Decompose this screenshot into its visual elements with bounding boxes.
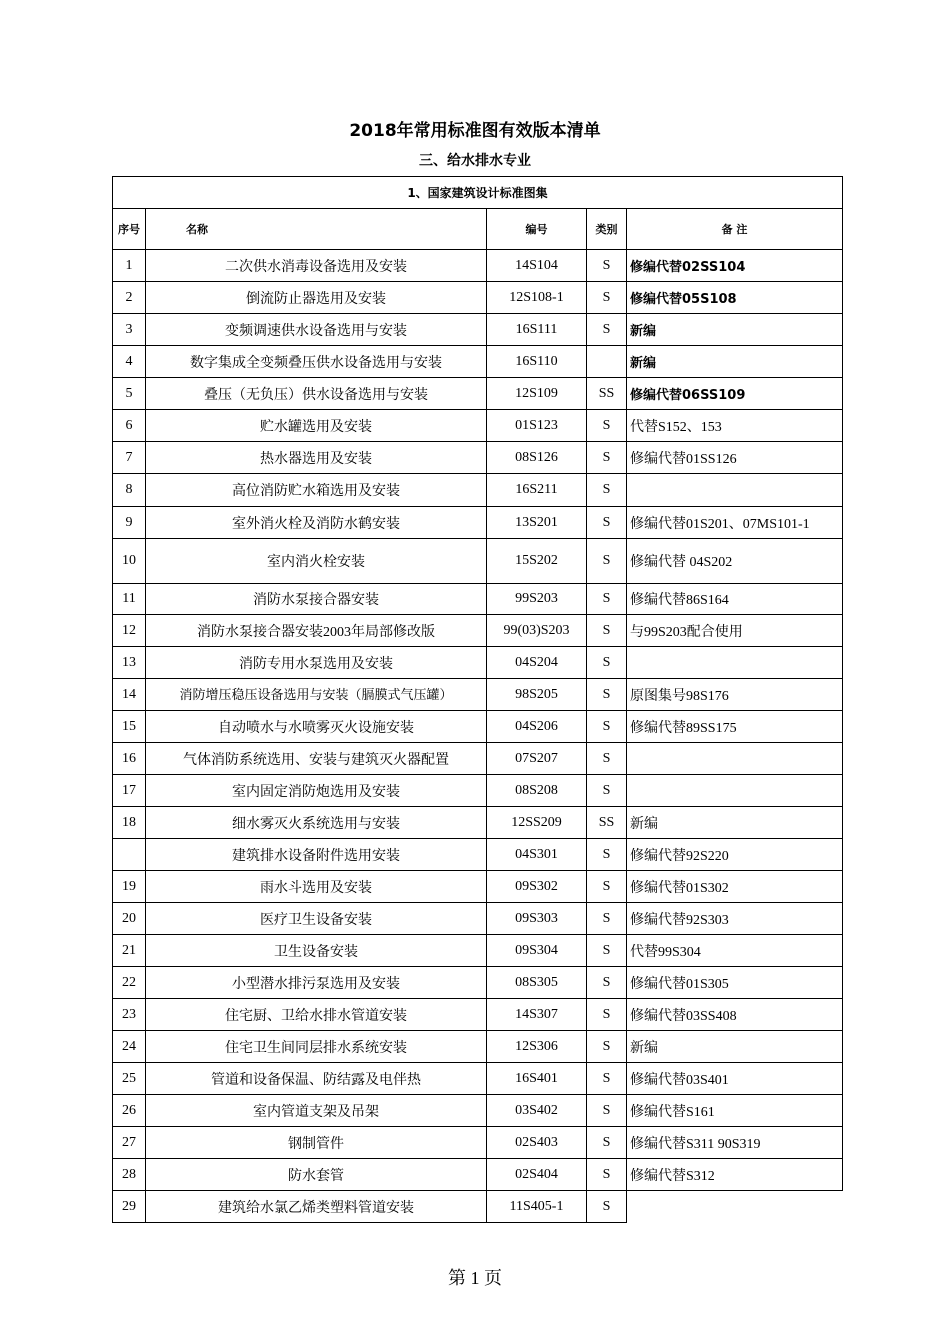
row-number: 13 xyxy=(113,647,146,679)
row-note xyxy=(627,775,843,807)
table-row xyxy=(113,378,843,410)
row-type: S xyxy=(587,1095,627,1127)
row-code: 08S305 xyxy=(487,967,587,999)
row-note: 修编代替89SS175 xyxy=(627,711,843,743)
row-note xyxy=(627,1191,843,1223)
row-code: 12S109 xyxy=(487,378,587,410)
row-name: 住宅厨、卫给水排水管道安装 xyxy=(146,999,487,1031)
row-type: S xyxy=(587,474,627,507)
row-type: S xyxy=(587,282,627,314)
row-type: S xyxy=(587,743,627,775)
table-row xyxy=(113,250,843,282)
table-row xyxy=(113,743,843,775)
row-number: 5 xyxy=(113,378,146,410)
row-code: 16S401 xyxy=(487,1063,587,1095)
row-note: 修编代替92S220 xyxy=(627,839,843,871)
row-note: 修编代替02SS104 xyxy=(627,250,843,282)
row-code: 02S403 xyxy=(487,1127,587,1159)
row-type: S xyxy=(587,1063,627,1095)
row-note: 修编代替01S201、07MS101-1 xyxy=(627,507,843,539)
table-row xyxy=(113,999,843,1031)
row-code: 11S405-1 xyxy=(487,1191,587,1223)
row-type: S xyxy=(587,711,627,743)
row-name: 防水套管 xyxy=(146,1159,487,1191)
table-row xyxy=(113,1031,843,1063)
row-type: S xyxy=(587,871,627,903)
table-row xyxy=(113,1191,843,1223)
table-row xyxy=(113,807,843,839)
row-type: S xyxy=(587,615,627,647)
row-code: 02S404 xyxy=(487,1159,587,1191)
row-name: 细水雾灭火系统选用与安装 xyxy=(146,807,487,839)
row-number: 22 xyxy=(113,967,146,999)
row-number: 25 xyxy=(113,1063,146,1095)
row-name: 变频调速供水设备选用与安装 xyxy=(146,314,487,346)
row-number: 2 xyxy=(113,282,146,314)
row-note: 修编代替S311 90S319 xyxy=(627,1127,843,1159)
row-code: 14S307 xyxy=(487,999,587,1031)
header-note: 备 注 xyxy=(627,209,843,250)
row-note xyxy=(627,474,843,507)
row-name: 室内固定消防炮选用及安装 xyxy=(146,775,487,807)
row-number: 11 xyxy=(113,584,146,615)
row-type: S xyxy=(587,647,627,679)
row-type: S xyxy=(587,1127,627,1159)
table-row xyxy=(113,474,843,507)
row-type: S xyxy=(587,410,627,442)
row-note: 修编代替03S401 xyxy=(627,1063,843,1095)
row-code: 98S205 xyxy=(487,679,587,711)
table-row xyxy=(113,1127,843,1159)
row-note: 修编代替S161 xyxy=(627,1095,843,1127)
row-type: S xyxy=(587,250,627,282)
row-code: 04S206 xyxy=(487,711,587,743)
row-number: 9 xyxy=(113,507,146,539)
table-row xyxy=(113,967,843,999)
row-type: S xyxy=(587,539,627,584)
row-code: 99S203 xyxy=(487,584,587,615)
row-note: 修编代替03SS408 xyxy=(627,999,843,1031)
table-row xyxy=(113,679,843,711)
table-row xyxy=(113,1063,843,1095)
row-note: 代替99S304 xyxy=(627,935,843,967)
row-number: 7 xyxy=(113,442,146,474)
table-row xyxy=(113,410,843,442)
row-type: S xyxy=(587,1159,627,1191)
row-name: 二次供水消毒设备选用及安装 xyxy=(146,250,487,282)
row-number: 26 xyxy=(113,1095,146,1127)
row-type: SS xyxy=(587,378,627,410)
row-type: S xyxy=(587,839,627,871)
row-name: 数字集成全变频叠压供水设备选用与安装 xyxy=(146,346,487,378)
table-row xyxy=(113,507,843,539)
row-code: 01S123 xyxy=(487,410,587,442)
table-row xyxy=(113,871,843,903)
row-type: S xyxy=(587,903,627,935)
section-header-row xyxy=(113,177,843,209)
header-type: 类别 xyxy=(587,209,627,250)
row-name: 高位消防贮水箱选用及安装 xyxy=(146,474,487,507)
row-note: 修编代替05S108 xyxy=(627,282,843,314)
row-code: 04S204 xyxy=(487,647,587,679)
row-note: 新编 xyxy=(627,314,843,346)
row-note: 修编代替01S305 xyxy=(627,967,843,999)
row-code: 03S402 xyxy=(487,1095,587,1127)
row-type: S xyxy=(587,679,627,711)
row-name: 消防水泵接合器安装 xyxy=(146,584,487,615)
row-number: 17 xyxy=(113,775,146,807)
table-row xyxy=(113,775,843,807)
table-row xyxy=(113,647,843,679)
row-name: 室内管道支架及吊架 xyxy=(146,1095,487,1127)
row-code: 09S304 xyxy=(487,935,587,967)
table-row xyxy=(113,584,843,615)
table-row xyxy=(113,539,843,584)
row-type: S xyxy=(587,314,627,346)
row-number: 29 xyxy=(113,1191,146,1223)
row-note: 修编代替 04S202 xyxy=(627,539,843,584)
row-code: 12S306 xyxy=(487,1031,587,1063)
row-type: SS xyxy=(587,807,627,839)
row-name: 叠压（无负压）供水设备选用与安装 xyxy=(146,378,487,410)
row-number: 10 xyxy=(113,539,146,584)
page-title: 2018年常用标准图有效版本清单 xyxy=(349,121,601,141)
row-number: 20 xyxy=(113,903,146,935)
row-note xyxy=(627,743,843,775)
table-row xyxy=(113,903,843,935)
row-name: 钢制管件 xyxy=(146,1127,487,1159)
row-number: 6 xyxy=(113,410,146,442)
row-note: 修编代替06SS109 xyxy=(627,378,843,410)
row-note xyxy=(627,647,843,679)
row-type: S xyxy=(587,1031,627,1063)
row-name: 气体消防系统选用、安装与建筑灭火器配置 xyxy=(146,743,487,775)
row-code: 12SS209 xyxy=(487,807,587,839)
row-code: 16S111 xyxy=(487,314,587,346)
row-name: 管道和设备保温、防结露及电伴热 xyxy=(146,1063,487,1095)
row-number: 3 xyxy=(113,314,146,346)
row-type: S xyxy=(587,1191,627,1223)
row-name: 建筑给水氯乙烯类塑料管道安装 xyxy=(146,1191,487,1223)
row-name: 住宅卫生间同层排水系统安装 xyxy=(146,1031,487,1063)
row-name: 医疗卫生设备安装 xyxy=(146,903,487,935)
row-number: 19 xyxy=(113,871,146,903)
row-number: 18 xyxy=(113,807,146,839)
header-name: 名称 xyxy=(146,209,487,250)
row-type: S xyxy=(587,935,627,967)
table-row xyxy=(113,282,843,314)
row-number: 14 xyxy=(113,679,146,711)
row-code: 09S303 xyxy=(487,903,587,935)
row-code: 99(03)S203 xyxy=(487,615,587,647)
row-note: 修编代替01SS126 xyxy=(627,442,843,474)
row-number: 23 xyxy=(113,999,146,1031)
table-row xyxy=(113,935,843,967)
table-row xyxy=(113,615,843,647)
row-name: 消防增压稳压设备选用与安装（膈膜式气压罐） xyxy=(146,679,487,711)
row-code: 04S301 xyxy=(487,839,587,871)
row-type: S xyxy=(587,775,627,807)
row-type: S xyxy=(587,584,627,615)
row-name: 雨水斗选用及安装 xyxy=(146,871,487,903)
row-note: 修编代替92S303 xyxy=(627,903,843,935)
row-code: 08S126 xyxy=(487,442,587,474)
table-row xyxy=(113,839,843,871)
row-type xyxy=(587,346,627,378)
row-type: S xyxy=(587,967,627,999)
row-code: 16S110 xyxy=(487,346,587,378)
row-code: 16S211 xyxy=(487,474,587,507)
row-number: 4 xyxy=(113,346,146,378)
row-name: 建筑排水设备附件选用安装 xyxy=(146,839,487,871)
row-number: 16 xyxy=(113,743,146,775)
row-code: 15S202 xyxy=(487,539,587,584)
table-row xyxy=(113,346,843,378)
column-header-row xyxy=(113,209,843,250)
row-number: 15 xyxy=(113,711,146,743)
row-note: 修编代替86S164 xyxy=(627,584,843,615)
row-type: S xyxy=(587,507,627,539)
row-name: 消防专用水泵选用及安装 xyxy=(146,647,487,679)
section-title: 1、国家建筑设计标准图集 xyxy=(113,177,843,209)
row-note: 修编代替S312 xyxy=(627,1159,843,1191)
row-note: 原图集号98S176 xyxy=(627,679,843,711)
row-number: 12 xyxy=(113,615,146,647)
row-code: 09S302 xyxy=(487,871,587,903)
row-number: 8 xyxy=(113,474,146,507)
row-name: 室内消火栓安装 xyxy=(146,539,487,584)
row-name: 室外消火栓及消防水鹤安装 xyxy=(146,507,487,539)
row-code: 14S104 xyxy=(487,250,587,282)
standards-table xyxy=(112,176,843,1223)
row-note: 新编 xyxy=(627,807,843,839)
row-code: 13S201 xyxy=(487,507,587,539)
row-number: 27 xyxy=(113,1127,146,1159)
row-name: 贮水罐选用及安装 xyxy=(146,410,487,442)
table-row xyxy=(113,711,843,743)
row-name: 倒流防止器选用及安装 xyxy=(146,282,487,314)
row-number: 24 xyxy=(113,1031,146,1063)
table-row xyxy=(113,1095,843,1127)
row-code: 08S208 xyxy=(487,775,587,807)
header-no: 序号 xyxy=(113,209,146,250)
row-note: 修编代替01S302 xyxy=(627,871,843,903)
page-subtitle: 三、给水排水专业 xyxy=(419,153,531,169)
row-name: 自动喷水与水喷雾灭火设施安装 xyxy=(146,711,487,743)
row-note: 代替S152、153 xyxy=(627,410,843,442)
table-row xyxy=(113,442,843,474)
row-name: 卫生设备安装 xyxy=(146,935,487,967)
row-code: 07S207 xyxy=(487,743,587,775)
row-name: 小型潜水排污泵选用及安装 xyxy=(146,967,487,999)
row-name: 消防水泵接合器安装2003年局部修改版 xyxy=(146,615,487,647)
row-number: 1 xyxy=(113,250,146,282)
row-note: 新编 xyxy=(627,1031,843,1063)
row-name: 热水器选用及安装 xyxy=(146,442,487,474)
table-row xyxy=(113,314,843,346)
row-note: 新编 xyxy=(627,346,843,378)
row-number: 28 xyxy=(113,1159,146,1191)
page-footer: 第 1 页 xyxy=(448,1268,502,1288)
row-type: S xyxy=(587,442,627,474)
row-code: 12S108-1 xyxy=(487,282,587,314)
table-row xyxy=(113,1159,843,1191)
row-type: S xyxy=(587,999,627,1031)
row-number xyxy=(113,839,146,871)
row-note: 与99S203配合使用 xyxy=(627,615,843,647)
row-number: 21 xyxy=(113,935,146,967)
header-code: 编号 xyxy=(487,209,587,250)
